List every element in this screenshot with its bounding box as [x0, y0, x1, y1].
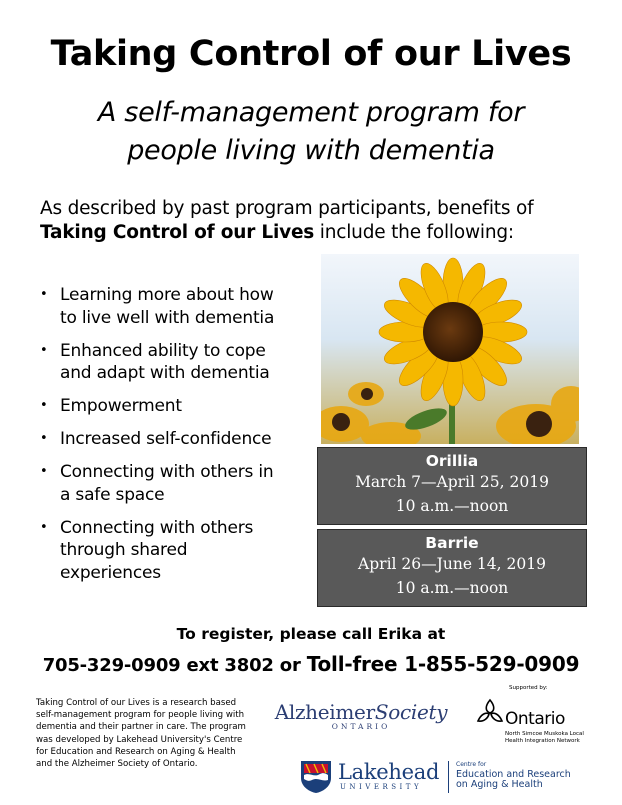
benefit-line: experiences — [60, 562, 161, 583]
benefit-line: Enhanced ability to cope — [60, 340, 266, 361]
schedule-time: 10 a.m.—noon — [395, 497, 509, 515]
subtitle — [0, 94, 622, 170]
subtitle-line-2: people living with dementia — [127, 135, 495, 166]
benefit-line: Increased self-confidence — [60, 429, 272, 449]
benefit-item — [40, 517, 315, 585]
register-text: To register, please call Erika at — [176, 625, 446, 643]
benefit-line: through shared — [60, 540, 188, 560]
schedule-time: 10 a.m.—noon — [395, 579, 509, 597]
page-title: Taking Control of our Lives — [50, 34, 572, 74]
sunflower-photo — [321, 254, 579, 444]
phone-number: 705-329-0909 ext 3802 or — [42, 655, 307, 676]
intro-program-name: Taking Control of our Lives — [40, 222, 315, 243]
alzheimer-society-logo — [266, 700, 456, 731]
benefit-line: to live well with dementia — [60, 307, 275, 328]
benefit-item — [40, 340, 315, 385]
intro-text-before: As described by past program participants, benefits of — [40, 198, 534, 219]
intro-paragraph — [40, 197, 600, 245]
centre-small: Centre for — [456, 761, 487, 768]
schedule-dates: April 26—June 14, 2019 — [358, 555, 546, 573]
schedule-city: Barrie — [425, 534, 479, 552]
benefit-item — [40, 428, 315, 451]
benefit-item — [40, 284, 315, 329]
benefits-list — [40, 284, 315, 595]
schedule-dates: March 7—April 25, 2019 — [355, 473, 549, 491]
benefit-line: Empowerment — [60, 396, 182, 416]
benefit-line: Learning more about how — [60, 285, 274, 305]
benefit-line: and adapt with dementia — [60, 363, 270, 383]
ontario-wordmark: Ontario — [505, 709, 565, 729]
intro-text-after: include the following: — [314, 222, 514, 243]
logo-divider — [448, 761, 449, 793]
centre-line-2: on Aging & Health — [456, 779, 543, 790]
lakehead-university: UNIVERSITY — [340, 783, 423, 791]
phone-line — [0, 652, 622, 676]
trillium-icon — [475, 697, 505, 727]
schedule-box-barrie — [317, 529, 587, 607]
supported-by-label: Supported by: — [509, 685, 548, 691]
benefit-line: Connecting with others — [60, 517, 254, 538]
benefit-line: a safe space — [60, 484, 165, 505]
benefit-item — [40, 461, 315, 506]
lhin-label — [505, 731, 615, 745]
benefit-line: Connecting with others in — [60, 462, 274, 482]
centre-line-1: Education and Research — [456, 769, 571, 780]
lhin-line-1: North Simcoe Muskoka Local — [505, 731, 584, 737]
alz-word-1: Alzheimer — [274, 700, 375, 724]
subtitle-line-1: A self-management program for — [97, 97, 525, 128]
tollfree-number: Toll-free 1-855-529-0909 — [306, 652, 580, 676]
alz-word-2: Society — [374, 700, 448, 724]
lakehead-crest-icon — [300, 760, 332, 794]
schedule-box-orillia — [317, 447, 587, 525]
benefit-item — [40, 395, 315, 418]
lhin-line-2: Health Integration Network — [505, 738, 580, 744]
lakehead-wordmark: Lakehead — [338, 760, 440, 784]
lakehead-logo — [300, 757, 600, 797]
schedule-city: Orillia — [425, 452, 479, 470]
centre-name — [456, 760, 571, 790]
program-blurb: Taking Control of our Lives is a research based self-management program for people living with dementia and their partner in care. The program was developed by Lakehead University's Centre for Education and Research on Aging & Health and the Alzheimer Society of Ontario. — [36, 698, 246, 770]
alz-province: ONTARIO — [331, 722, 391, 731]
